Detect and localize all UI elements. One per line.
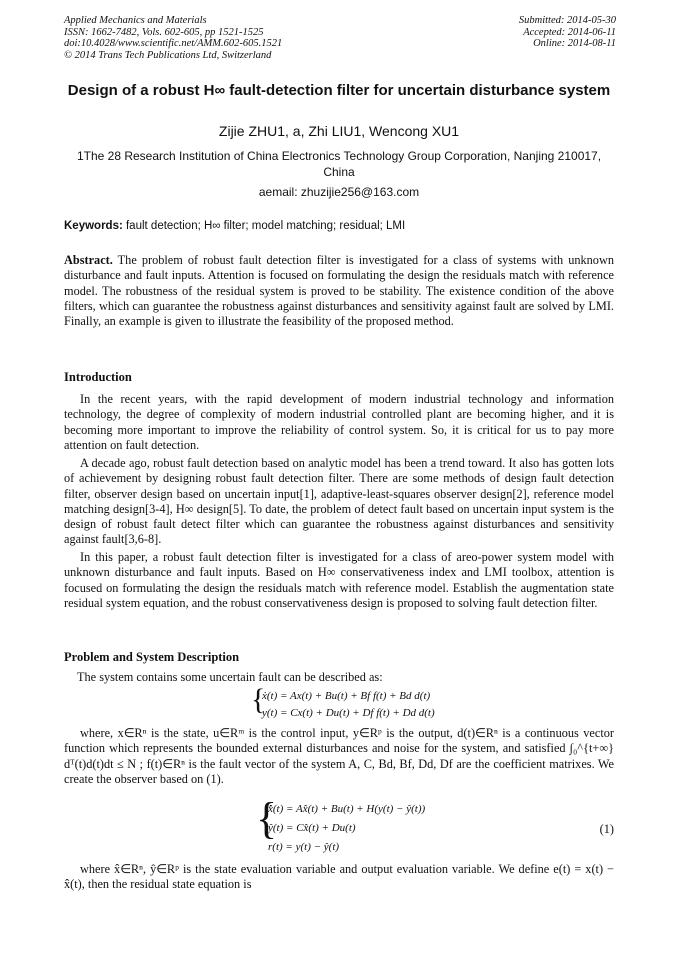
keywords-text: fault detection; H∞ filter; model matching; residual; LMI xyxy=(122,220,406,232)
keywords xyxy=(64,220,614,232)
dates-info xyxy=(519,15,616,50)
keywords-label: Keywords: xyxy=(64,220,123,232)
equation-brace: { xyxy=(251,683,266,716)
intro-paragraph-1: In the recent years, with the rapid development of modern industrial technology and information technology, the degree of complexity of modern industrial controlled plant are becoming higher, and it is becoming more important to improve the reliability of control system. So, it is critical for us to pay more attention on fault detection. xyxy=(64,392,614,452)
abstract-text: The problem of robust fault detection filter is investigated for a class of systems with unknown disturbance and fault inputs. Attention is focused on formulating the design the residuals match with reference model. The robustness of the residual system is proved to be stability. The existence condition of the above filters, which can guarantee the robustness against disturbances and sensitivity against fault are solved by LMI. Finally, an example is given to illustrate the feasibility of the proposed method. xyxy=(64,253,614,329)
equation-1-line-1: ẋ(t) = Ax(t) + Bu(t) + Bf f(t) + Bd d(t) xyxy=(262,690,431,702)
intro-paragraph-2: A decade ago, robust fault detection based on analytic model has been a trend toward. It also has gotten lots of achievement by designing robust fault detection filter. There are some methods of design fault detection filter, observer design based on uncertain input[1], adaptive-least-squares observer design[2], reference model matching design[3-4], H∞ design[5]. To date, the problem of detect fault based on uncertain input system is the design of robust fault detect filter which can guarantee the robustness against disturbances and sensitivity against fault[3,6-8]. xyxy=(64,456,614,547)
equation-2-line-3: r(t) = y(t) − ŷ(t) xyxy=(268,841,340,853)
journal-info xyxy=(64,15,282,61)
equation-2-line-1: x̂̇(t) = Ax̂(t) + Bu(t) + H(y(t) − ŷ(t)) xyxy=(268,803,426,815)
equation-brace: { xyxy=(256,794,278,843)
paper-title: Design of a robust H∞ fault-detection filter for uncertain disturbance system xyxy=(67,82,611,99)
equation-2-line-2: ŷ(t) = Cx̂(t) + Du(t) xyxy=(268,822,356,834)
journal-name: Applied Mechanics and Materials xyxy=(64,15,207,26)
abstract xyxy=(64,253,614,329)
problem-intro: The system contains some uncertain fault can be described as: xyxy=(77,670,383,684)
submitted-date: Submitted: 2014-05-30 xyxy=(518,15,616,26)
accepted-date: Accepted: 2014-06-11 xyxy=(523,26,616,38)
intro-paragraph-3: In this paper, a robust fault detection filter is investigated for a class of areo-power system model with unknown disturbance and fault inputs. Based on H∞ conservativeness index and LMI toolbox, attention is focused on formulating the design the residuals match with reference model. Establish the augmentation state residual system equation, and the robust conservativeness design is proposed to solving fault detection filter. xyxy=(64,550,614,610)
author-email: aemail: zhuzijie256@163.com xyxy=(258,185,420,199)
problem-where-paragraph: where, x∈Rⁿ is the state, u∈Rᵐ is the control input, y∈Rᵖ is the output, d(t)∈Rⁿ is a continuous vector function which represents the bounded external disturbances and noise for the system, and satisfied ∫₀^{t+∞} dᵀ(t)d(t)dt ≤ N ; f(t)∈Rⁿ is the fault vector of the system A, C, Bd, Bf, Dd, Df are the coefficient matrixes. We create the observer based on (1). xyxy=(64,726,614,786)
issn-line: ISSN: 1662-7482, Vols. 602-605, pp 1521-1525 xyxy=(64,26,264,38)
author-list: Zijie ZHU1, a, Zhi LIU1, Wencong XU1 xyxy=(218,123,460,139)
section-heading-introduction: Introduction xyxy=(64,370,132,384)
equation-1-line-2: y(t) = Cx(t) + Du(t) + Df f(t) + Dd d(t) xyxy=(262,707,435,719)
doi-line: doi:10.4028/www.scientific.net/AMM.602-605.1521 xyxy=(64,38,283,50)
online-date: Online: 2014-08-11 xyxy=(533,38,616,50)
abstract-label: Abstract. xyxy=(64,253,113,267)
copyright-line: © 2014 Trans Tech Publications Ltd, Switzerland xyxy=(64,49,272,61)
equation-number: (1) xyxy=(599,822,614,836)
section-heading-problem: Problem and System Description xyxy=(64,650,240,664)
problem-last-paragraph: where x̂∈Rⁿ, ŷ∈Rᵖ is the state evaluation variable and output evaluation variable. We define e(t) = x(t) − x̂(t), then the residual state equation is xyxy=(64,862,614,892)
affiliation: 1The 28 Research Institution of China Electronics Technology Group Corporation, Nanjing 210017, China xyxy=(76,149,602,179)
